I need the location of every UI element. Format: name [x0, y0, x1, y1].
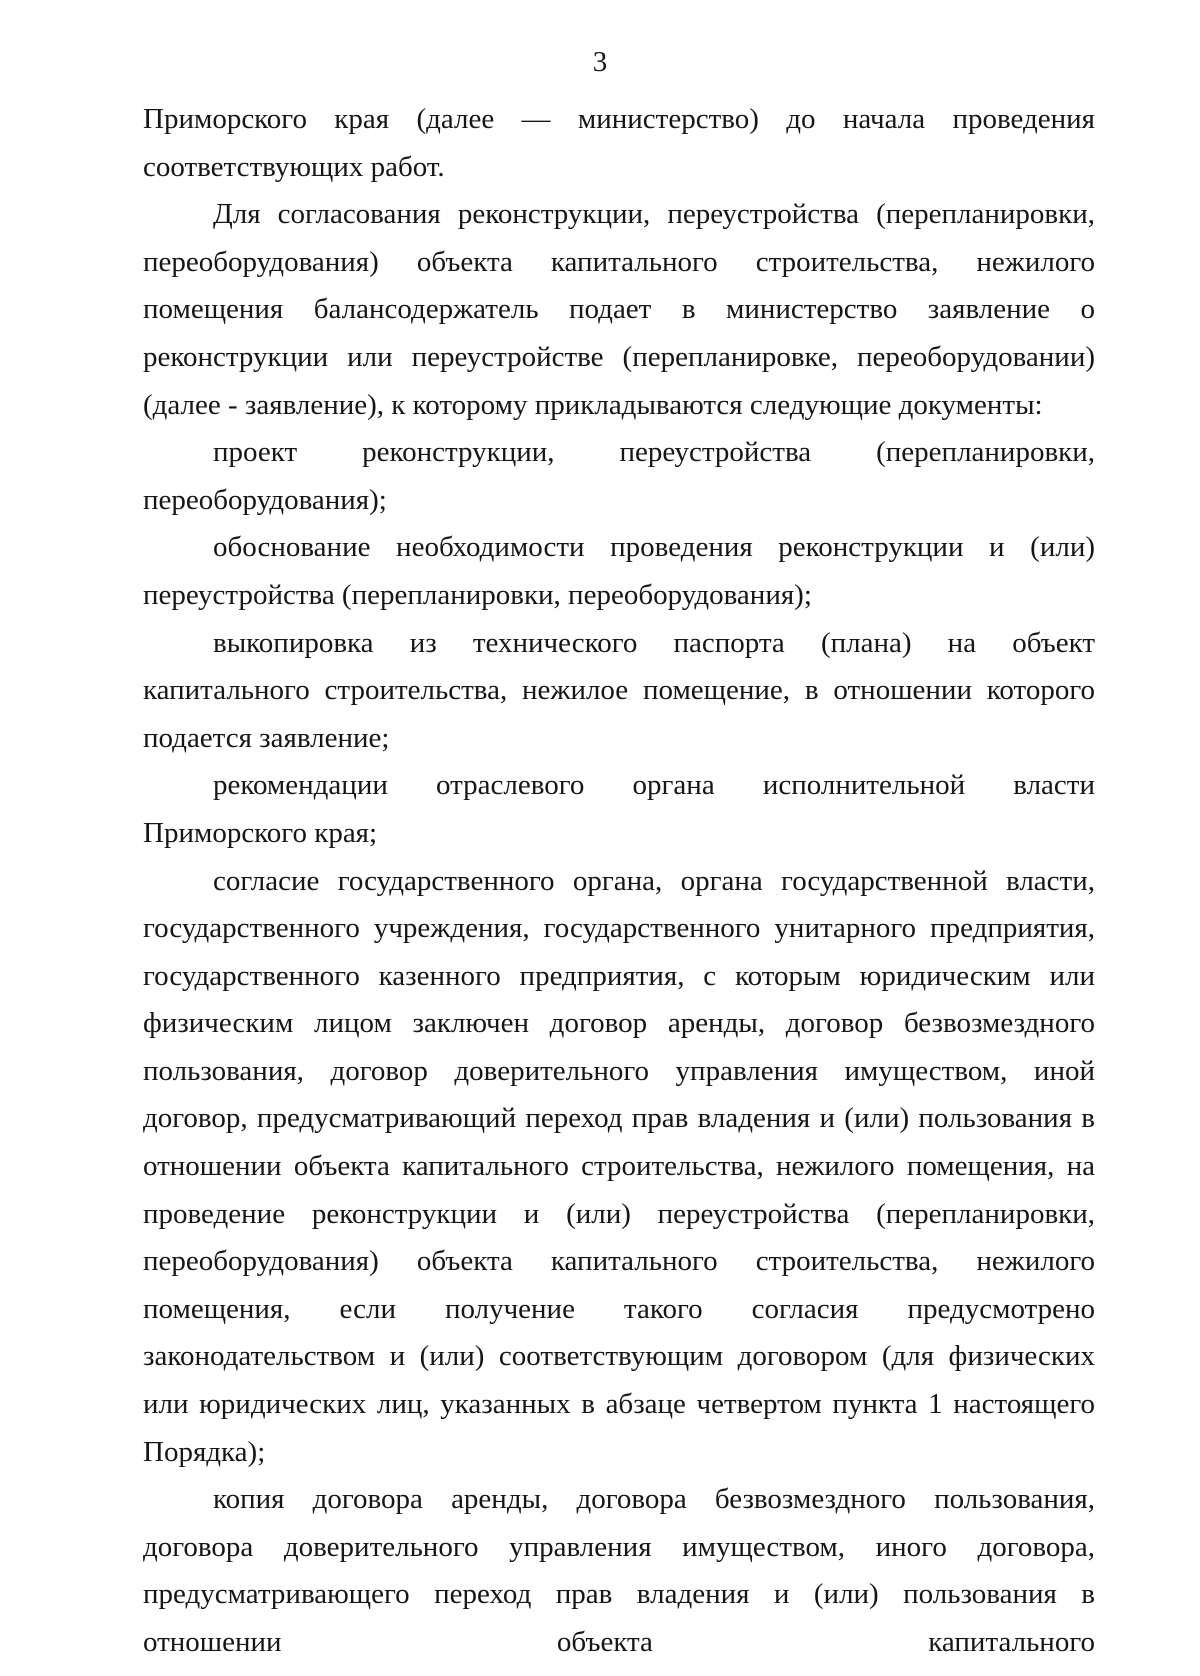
paragraph-continuation: Приморского края (далее — министерство) до начала проведения соответствующих работ. [143, 103, 1095, 183]
list-item-project: проект реконструкции, переустройства (перепланировки, переоборудования); [143, 436, 1095, 516]
list-item-contract-copy: копия договора аренды, договора безвозмездного пользования, договора доверительного управления имуществом, иного договора, предусматривающего переход прав владения и (или) пользования в отношении объекта капитального [143, 1483, 1095, 1658]
list-item-consent: согласие государственного органа, органа государственной власти, государственного учреждения, государственного унитарного предприятия, государственного казенного предприятия, с которым юридическим или физическим лицом заключен договор аренды, договор безвозмездного пользования, договор доверительного управления имуществом, иной договор, предусматривающий переход прав владения и (или) пользования в отношении объекта капитального строительства, нежилого помещения, на проведение реконструкции и (или) переустройства (перепланировки, переоборудования) объекта капитального строительства, нежилого помещения, если получение такого согласия предусмотрено законодательством и (или) соответствующим договором (для физических или юридических лиц, указанных в абзаце четвертом пункта 1 настоящего Порядка); [143, 864, 1095, 1468]
page-number: 3 [592, 46, 608, 78]
document-body [143, 96, 1095, 1667]
list-item-technical-passport: выкопировка из технического паспорта (плана) на объект капитального строительства, нежилое помещение, в отношении которого подается заявление; [143, 626, 1095, 754]
list-item-justification: обоснование необходимости проведения реконструкции и (или) переустройства (перепланировки, переоборудования); [143, 531, 1095, 611]
paragraph-approval-application: Для согласования реконструкции, переустройства (перепланировки, переоборудования) объекта капитального строительства, нежилого помещения балансодержатель подает в министерство заявление о реконструкции или переустройстве (перепланировке, переоборудовании) (далее - заявление), к которому прикладываются следующие документы: [143, 198, 1095, 421]
list-item-recommendations: рекомендации отраслевого органа исполнительной власти Приморского края; [143, 769, 1095, 849]
